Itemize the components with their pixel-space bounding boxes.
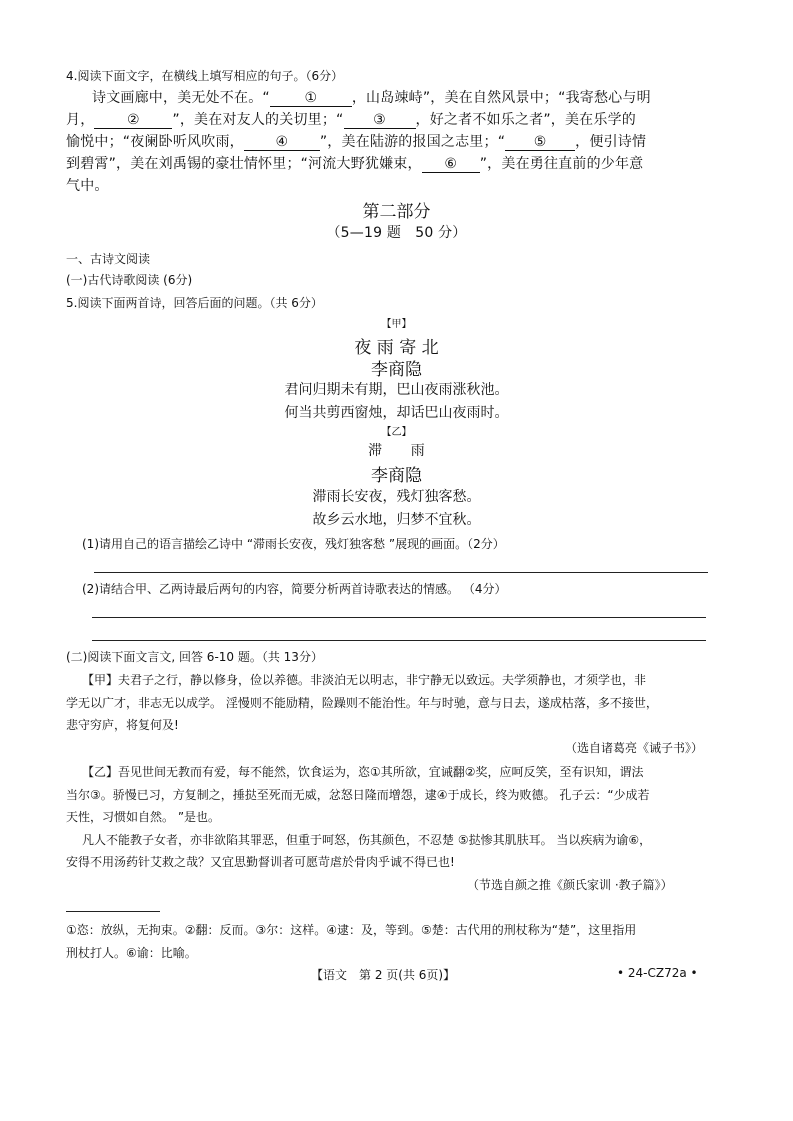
q4-stem: 4.阅读下面文字，在横线上填写相应的句子。（6分） (66, 69, 344, 83)
passage-yi-source: （节选自颜之推《颜氏家训 ·教子篇》） (467, 878, 673, 892)
q5-stem: 5.阅读下面两首诗，回答后面的问题。（共 6分） (66, 296, 323, 310)
footnote-divider (66, 911, 160, 912)
section1a-heading: (一)古代诗歌阅读 (6分) (66, 273, 193, 287)
poem-yi-title: 滞 雨 (368, 443, 425, 459)
part2-title: 第二部分 (362, 202, 431, 222)
passage-jia-line-3: 悲守穷庐，将复何及! (66, 718, 179, 732)
passage-yi-line-3: 天性，习惯如自然。 ”是也。 (66, 810, 221, 824)
blank-5[interactable]: ⑤ (505, 134, 575, 151)
footnote-line-2: 刑杖打人。⑥谕：比喻。 (66, 946, 197, 960)
answer-line-3[interactable] (92, 640, 706, 641)
poem-yi-line-1: 滞雨长安夜，残灯独客愁。 (312, 489, 481, 505)
poem-jia-author: 李商隐 (371, 360, 422, 380)
footer-code: • 24-CZ72a • (617, 966, 698, 980)
q6-stem: (二)阅读下面文言文, 回答 6-10 题。（共 13分） (66, 650, 323, 664)
q5-sub2: (2)请结合甲、乙两诗最后两句的内容，简要分析两首诗歌表达的情感。 （4分） (82, 582, 507, 596)
passage-jia-line-1: 【甲】夫君子之行，静以修身，俭以养德。非淡泊无以明志，非宁静无以致远。夫学须静也，才须学也，非 (82, 673, 647, 687)
passage-yi-line-1: 【乙】吾见世间无教而有爱，每不能然，饮食运为，恣①其所欲，宜诫翻②奖，应呵反笑，至有识知，谓法 (82, 765, 644, 779)
answer-line-2[interactable] (92, 617, 706, 618)
q4-line-3: 愉悦中；“夜阑卧听风吹雨， ④ ”，美在陆游的报国之志里；“ ⑤ ，便引诗情 (66, 134, 647, 150)
blank-3[interactable]: ③ (344, 112, 416, 129)
blank-1[interactable]: ① (270, 90, 352, 107)
section1-heading: 一、古诗文阅读 (66, 252, 151, 266)
passage-yi-line-5: 安得不用汤药针艾救之哉？又宜思勤督训者可愿苛虐於骨肉乎诚不得已也! (66, 855, 455, 869)
poem-jia-line-2: 何当共剪西窗烛，却话巴山夜雨时。 (284, 405, 509, 421)
passage-jia-source: （选自诸葛亮《诫子书》） (565, 741, 704, 755)
passage-jia-line-2: 学无以广才，非志无以成学。 淫慢则不能励精，险躁则不能治性。年与时驰，意与日去，遂成枯落，多不接世， (66, 696, 658, 710)
q5-sub1: (1)请用自己的语言描绘乙诗中 “滞雨长安夜，残灯独客愁 ”展现的画面。（2分） (82, 537, 505, 551)
poem-jia-title: 夜 雨 寄 北 (354, 338, 439, 358)
poem-yi-line-2: 故乡云水地，归梦不宜秋。 (312, 512, 481, 528)
poem-yi-author: 李商隐 (371, 466, 422, 486)
q4-line-1: 诗文画廊中，美无处不在。“ ① ，山岛竦峙”，美在自然风景中；“我寄愁心与明 (92, 90, 651, 106)
blank-2[interactable]: ② (94, 112, 172, 129)
poem-jia-label: 【甲】 (381, 319, 412, 330)
passage-yi-line-2: 当尔③。骄慢已习，方复制之，捶挞至死而无威，忿怒日隆而增怨，逮④于成长，终为败德。 孔子云：“少成若 (66, 788, 650, 802)
footnote-line-1: ①恣：放纵，无拘束。②翻：反而。③尔：这样。④逮：及，等到。⑤楚：古代用的刑杖称为“楚”，这里指用 (66, 923, 637, 937)
q4-line-2: 月， ② ”，美在对友人的关切里；“ ③ ，好之者不如乐之者”，美在乐学的 (66, 112, 636, 128)
blank-6[interactable]: ⑥ (422, 156, 480, 173)
q4-line-4: 到碧霄”，美在刘禹锡的豪壮情怀里；“河流大野犹嫌束， ⑥ ”，美在勇往直前的少年意 (66, 156, 644, 172)
passage-yi-line-4: 凡人不能教子女者，亦非欲陷其罪恶，但重于呵怒，伤其颜色，不忍楚 ⑤挞惨其肌肤耳。 当以疾病为谕⑥， (82, 833, 652, 847)
blank-4[interactable]: ④ (244, 134, 320, 151)
part2-subtitle: （5—19 题 50 分） (326, 225, 467, 241)
poem-yi-label: 【乙】 (381, 427, 412, 438)
answer-line-1[interactable] (94, 572, 708, 573)
poem-jia-line-1: 君问归期未有期，巴山夜雨涨秋池。 (284, 382, 509, 398)
footer-page-number: 【语文 第 2 页(共 6页)】 (311, 968, 456, 982)
q4-line-5: 气中。 (66, 178, 109, 194)
